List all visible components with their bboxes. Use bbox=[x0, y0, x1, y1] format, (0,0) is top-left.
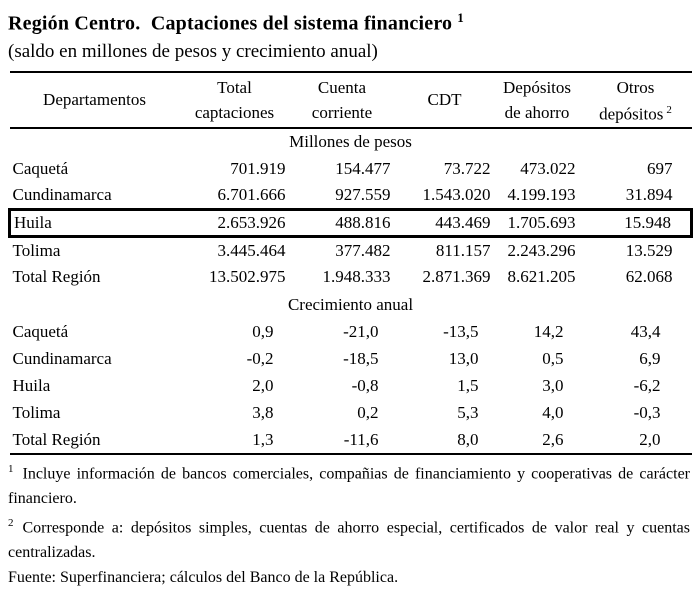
footnote-2-ref: 2 bbox=[8, 516, 14, 529]
numeric-cell: 488.816 bbox=[290, 210, 395, 237]
table-header-row bbox=[10, 72, 692, 128]
section-label-millones: Millones de pesos bbox=[289, 132, 412, 152]
column-header-departamentos: Departamentos bbox=[43, 89, 146, 109]
header-line: de ahorro bbox=[504, 102, 570, 122]
numeric-cell: 927.559 bbox=[335, 185, 391, 205]
numeric-cell: -18,5 bbox=[343, 349, 379, 369]
numeric-cell: 5,3 bbox=[457, 403, 479, 423]
header-line-text: depósitos bbox=[599, 104, 664, 124]
footnote-1-ref: 1 bbox=[8, 462, 14, 475]
numeric-cell: -21,0 bbox=[343, 322, 379, 342]
numeric-cell: -0,3 bbox=[633, 403, 661, 423]
financial-table bbox=[8, 71, 693, 455]
row-label: Caquetá bbox=[12, 159, 69, 179]
numeric-cell: 4,0 bbox=[542, 403, 564, 423]
column-header-total-captaciones bbox=[180, 72, 290, 128]
numeric-cell: -6,2 bbox=[633, 376, 661, 396]
numeric-cell: 3,8 bbox=[252, 403, 274, 423]
row-label: Cundinamarca bbox=[12, 185, 112, 205]
column-header-cuenta-corriente bbox=[290, 72, 395, 128]
numeric-cell: 15.948 bbox=[580, 210, 692, 237]
numeric-cell: 0,5 bbox=[542, 349, 564, 369]
numeric-cell: 811.157 bbox=[435, 240, 491, 260]
numeric-cell: -0,8 bbox=[351, 376, 379, 396]
numeric-cell: 6.701.666 bbox=[217, 185, 286, 205]
page-title bbox=[8, 4, 690, 38]
numeric-cell: 2,6 bbox=[542, 429, 564, 449]
header-line: Total bbox=[217, 77, 252, 97]
table-row bbox=[10, 373, 692, 400]
numeric-cell: 1.705.693 bbox=[495, 210, 580, 237]
header-line: Otros bbox=[616, 77, 655, 97]
numeric-cell: 6,9 bbox=[639, 349, 661, 369]
numeric-cell: 2,0 bbox=[252, 376, 274, 396]
table-row bbox=[10, 183, 692, 210]
title-footnote-ref: 1 bbox=[457, 10, 464, 25]
numeric-cell: 73.722 bbox=[443, 159, 491, 179]
section-row bbox=[10, 128, 692, 156]
table-row bbox=[10, 237, 692, 264]
numeric-cell: 2,0 bbox=[639, 429, 661, 449]
row-label: Caquetá bbox=[12, 322, 69, 342]
numeric-cell: -0,2 bbox=[246, 349, 274, 369]
table-row bbox=[10, 346, 692, 373]
source-line: Fuente: Superfinanciera; cálculos del Banco de la República. bbox=[8, 569, 399, 587]
header-line: captaciones bbox=[194, 102, 275, 122]
numeric-cell: 3.445.464 bbox=[217, 240, 286, 260]
numeric-cell: 473.022 bbox=[520, 159, 576, 179]
numeric-cell: 1.543.020 bbox=[422, 185, 491, 205]
numeric-cell: 31.894 bbox=[625, 185, 673, 205]
numeric-cell: 443.469 bbox=[395, 210, 495, 237]
section-label-crecimiento: Crecimiento anual bbox=[287, 294, 414, 314]
numeric-cell: -11,6 bbox=[343, 429, 379, 449]
numeric-cell: 701.919 bbox=[230, 159, 286, 179]
numeric-cell: 154.477 bbox=[335, 159, 391, 179]
header-line: Cuenta bbox=[317, 77, 367, 97]
numeric-cell: 2.243.296 bbox=[507, 240, 576, 260]
numeric-cell: 8.621.205 bbox=[507, 267, 576, 287]
header-line bbox=[580, 99, 692, 126]
footnote-1 bbox=[8, 457, 690, 511]
numeric-cell: 14,2 bbox=[533, 322, 564, 342]
numeric-cell: 2.871.369 bbox=[422, 267, 491, 287]
table-row bbox=[10, 400, 692, 427]
row-label: Huila bbox=[10, 210, 180, 237]
footnotes-block bbox=[8, 457, 690, 590]
numeric-cell: 13,0 bbox=[448, 349, 479, 369]
page-subtitle: (saldo en millones de pesos y crecimiento anual) bbox=[8, 40, 378, 62]
row-label: Tolima bbox=[12, 403, 61, 423]
footnote-1-text: Incluye información de bancos comerciales, compañias de financiamiento y cooperativas de carácter financiero. bbox=[8, 464, 690, 507]
column-footnote-ref: 2 bbox=[666, 103, 672, 116]
numeric-cell: 62.068 bbox=[625, 267, 673, 287]
row-label: Total Región bbox=[12, 267, 101, 287]
row-label: Cundinamarca bbox=[12, 349, 112, 369]
row-label: Huila bbox=[12, 376, 51, 396]
numeric-cell: 13.502.975 bbox=[209, 267, 286, 287]
section-row bbox=[10, 291, 692, 319]
numeric-cell: 13.529 bbox=[625, 240, 673, 260]
numeric-cell: 1.948.333 bbox=[322, 267, 391, 287]
footnote-2-text: Corresponde a: depósitos simples, cuentas de ahorro especial, certificados de valor real y cuentas centralizadas. bbox=[8, 519, 690, 562]
numeric-cell: 0,2 bbox=[357, 403, 379, 423]
column-header-cdt: CDT bbox=[427, 89, 462, 109]
table-row bbox=[10, 156, 692, 183]
numeric-cell: -13,5 bbox=[443, 322, 479, 342]
column-header-otros-depositos bbox=[580, 72, 692, 128]
header-line: Depósitos bbox=[503, 77, 571, 97]
numeric-cell: 3,0 bbox=[542, 376, 564, 396]
numeric-cell: 377.482 bbox=[335, 240, 391, 260]
table-row-total bbox=[10, 427, 692, 454]
header-line: corriente bbox=[311, 102, 373, 122]
page-title-text: Región Centro. Captaciones del sistema financiero bbox=[8, 12, 453, 35]
numeric-cell: 2.653.926 bbox=[180, 210, 290, 237]
row-label: Tolima bbox=[12, 240, 61, 260]
table-row bbox=[10, 319, 692, 346]
numeric-cell: 8,0 bbox=[457, 429, 479, 449]
column-header-depositos-ahorro bbox=[495, 72, 580, 128]
numeric-cell: 1,5 bbox=[457, 376, 479, 396]
numeric-cell: 43,4 bbox=[630, 322, 661, 342]
row-label: Total Región bbox=[12, 429, 101, 449]
highlighted-row-huila bbox=[10, 210, 692, 237]
numeric-cell: 4.199.193 bbox=[507, 185, 576, 205]
footnote-2 bbox=[8, 511, 690, 565]
numeric-cell: 1,3 bbox=[252, 429, 274, 449]
numeric-cell: 697 bbox=[647, 159, 673, 179]
table-row-total bbox=[10, 264, 692, 291]
numeric-cell: 0,9 bbox=[252, 322, 274, 342]
